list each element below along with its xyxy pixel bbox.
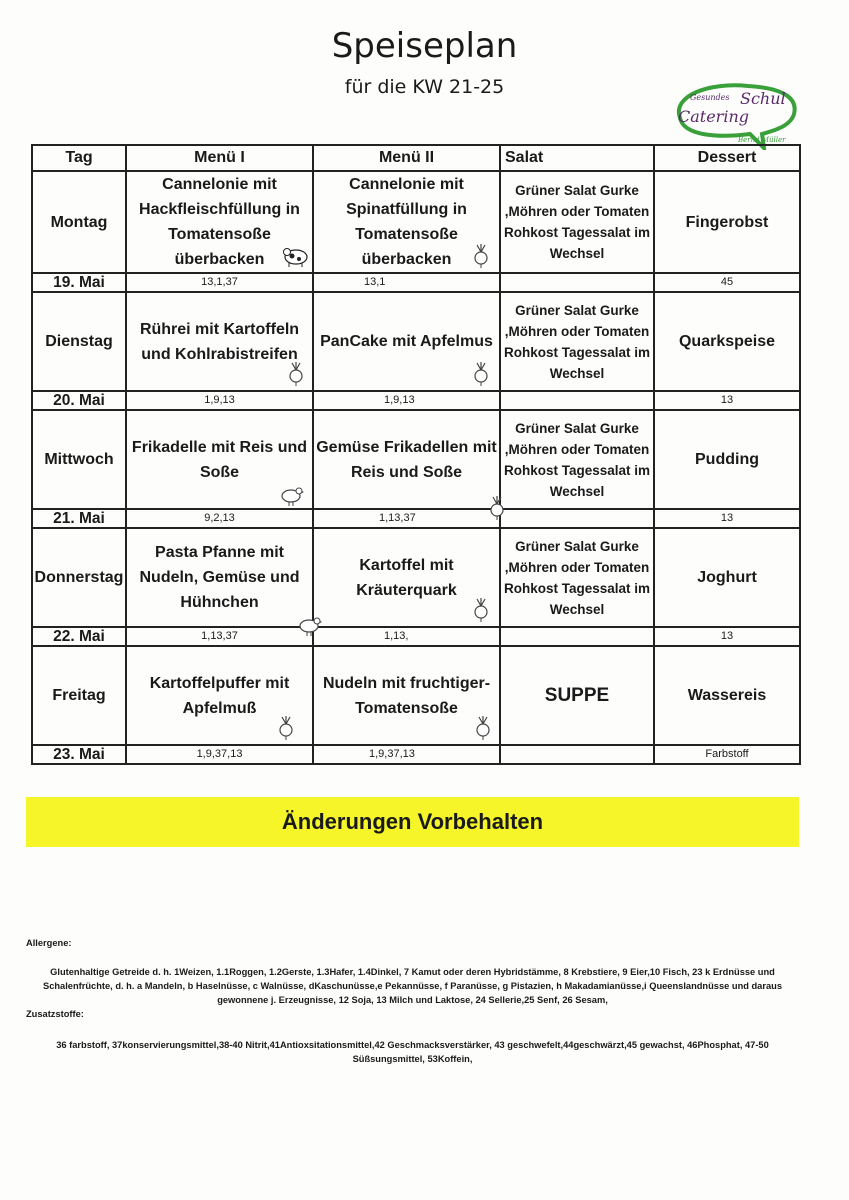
date-cell: 22. Mai <box>32 627 126 646</box>
salad-cell: Grüner Salat Gurke ,Möhren oder Tomaten Rohkost Tagessalat im Wechsel <box>500 292 654 391</box>
page-title: Speiseplan <box>331 26 518 66</box>
changes-reserved-banner: Änderungen Vorbehalten <box>26 797 799 847</box>
day-cell: Mittwoch <box>32 410 126 509</box>
column-header: Menü II <box>313 145 500 171</box>
allergen-codes: 13,1,37 <box>126 273 313 292</box>
allergen-codes: 1,9,37,13 <box>313 745 500 764</box>
table-row <box>32 273 800 292</box>
chicken-icon <box>278 482 304 506</box>
allergen-codes: 13 <box>654 391 800 410</box>
table-header-row <box>32 145 800 171</box>
menu1-text: Frikadelle mit Reis und Soße <box>131 438 308 481</box>
additives-text: 36 farbstoff, 37konservierungsmittel,38-40 Nitrit,41Antioxsitationsmittel,42 Geschmacksverstärker, 43 geschwefelt,44geschwärzt,45 gewachst, 46Phosphat, 47-50 Süßsungsmittel, 53Koffein, <box>56 1040 769 1064</box>
salad-codes <box>500 509 654 528</box>
menu1-text: Kartoffelpuffer mit Apfelmuß <box>149 674 290 717</box>
day-cell: Donnerstag <box>32 528 126 627</box>
day-cell: Freitag <box>32 646 126 745</box>
allergens-text: Glutenhaltige Getreide d. h. 1Weizen, 1.1Roggen, 1.2Gerste, 1.3Hafer, 1.4Dinkel, 7 Kamut oder deren Hybridstämme, 8 Krebstiere, 9 Eier,10 Fisch, 23 k Erdnüsse und Schalenfrüchte, d. h. a Mandeln, b Haselnüsse, c Walnüsse, dKaschunüsse,e Pekannüsse, f Paranüsse, g Pistazien, h Makadamianüsse,i Queenslandnüsse und daraus gewonnene j. Erzeugnisse, 12 Soja, 13 Milch und Laktose, 24 Sellerie,25 Senf, 26 Sesam, <box>43 967 782 1005</box>
salad-codes <box>500 745 654 764</box>
table-row <box>32 627 800 646</box>
menu2-text: Kartoffel mit Kräuterquark <box>356 556 457 599</box>
column-header: Salat <box>500 145 654 171</box>
table-row <box>32 391 800 410</box>
allergen-codes: 13,1 <box>313 273 500 292</box>
dessert-cell: Joghurt <box>654 528 800 627</box>
svg-text:Schul: Schul <box>740 89 786 108</box>
table-row <box>32 646 800 745</box>
allergen-codes: 1,13,37 <box>313 509 500 528</box>
menu2-text: Cannelonie mit Spinatfüllung in Tomatensoße überbacken <box>346 176 467 268</box>
allergen-codes: 9,2,13 <box>126 509 313 528</box>
allergen-codes: Farbstoff <box>654 745 800 764</box>
table-row <box>32 292 800 391</box>
salad-codes <box>500 391 654 410</box>
allergen-codes: 1,13,37 <box>126 627 313 646</box>
salad-cell: Grüner Salat Gurke ,Möhren oder Tomaten Rohkost Tagessalat im Wechsel <box>500 528 654 627</box>
radish-icon <box>473 716 493 740</box>
allergen-codes: 13 <box>654 627 800 646</box>
dessert-cell: Fingerobst <box>654 171 800 273</box>
salad-cell: Grüner Salat Gurke ,Möhren oder Tomaten Rohkost Tagessalat im Wechsel <box>500 171 654 273</box>
menu2-cell <box>313 410 500 509</box>
date-cell: 21. Mai <box>32 509 126 528</box>
column-header: Dessert <box>654 145 800 171</box>
allergen-codes: 1,9,13 <box>126 391 313 410</box>
table-row <box>32 171 800 273</box>
radish-icon <box>471 244 491 268</box>
table-row <box>32 410 800 509</box>
dessert-cell: Quarkspeise <box>654 292 800 391</box>
menu2-text: PanCake mit Apfelmus <box>320 333 493 350</box>
menu1-cell <box>126 171 313 273</box>
salad-codes <box>500 273 654 292</box>
menu2-cell <box>313 528 500 627</box>
date-cell: 20. Mai <box>32 391 126 410</box>
menu1-text: Pasta Pfanne mit Nudeln, Gemüse und Hühnchen <box>139 544 300 611</box>
table-row <box>32 509 800 528</box>
table-row <box>32 528 800 627</box>
cow-icon <box>282 244 310 268</box>
menu1-cell <box>126 292 313 391</box>
page-subtitle: für die KW 21-25 <box>344 76 505 98</box>
radish-icon <box>471 362 491 386</box>
salad-codes <box>500 627 654 646</box>
radish-icon <box>471 598 491 622</box>
menu1-text: Rührei mit Kartoffeln und Kohlrabistreifen <box>139 320 300 363</box>
svg-text:Catering: Catering <box>678 107 749 126</box>
column-header: Tag <box>32 145 126 171</box>
dessert-cell: Pudding <box>654 410 800 509</box>
date-cell: 19. Mai <box>32 273 126 292</box>
menu1-cell <box>126 528 313 627</box>
day-cell: Dienstag <box>32 292 126 391</box>
radish-icon <box>276 716 296 740</box>
menu2-text: Nudeln mit fruchtiger-Tomatensoße <box>322 674 491 717</box>
svg-text:Gesundes: Gesundes <box>690 93 730 102</box>
radish-icon <box>286 362 306 386</box>
date-cell: 23. Mai <box>32 745 126 764</box>
menu1-cell <box>126 646 313 745</box>
day-cell: Montag <box>32 171 126 273</box>
additives-heading: Zusatzstoffe: <box>26 1009 84 1019</box>
menu2-cell <box>313 292 500 391</box>
allergen-codes: 1,9,13 <box>313 391 500 410</box>
salad-cell: Grüner Salat Gurke ,Möhren oder Tomaten Rohkost Tagessalat im Wechsel <box>500 410 654 509</box>
menu2-cell <box>313 171 500 273</box>
menu2-cell <box>313 646 500 745</box>
menu1-text: Cannelonie mit Hackfleischfüllung in Tomatensoße überbacken <box>139 176 300 268</box>
column-header: Menü I <box>126 145 313 171</box>
table-row <box>32 745 800 764</box>
allergens-heading: Allergene: <box>26 938 72 948</box>
salad-cell: SUPPE <box>500 646 654 745</box>
menu-table <box>31 144 801 765</box>
allergen-codes: 1,9,37,13 <box>126 745 313 764</box>
catering-logo <box>668 78 800 150</box>
allergen-codes: 13 <box>654 509 800 528</box>
svg-text:Bernd Müller: Bernd Müller <box>738 136 786 144</box>
allergen-codes: 1,13, <box>313 627 500 646</box>
dessert-cell: Wassereis <box>654 646 800 745</box>
allergen-codes: 45 <box>654 273 800 292</box>
menu1-cell <box>126 410 313 509</box>
menu2-text: Gemüse Frikadellen mit Reis und Soße <box>316 438 497 481</box>
